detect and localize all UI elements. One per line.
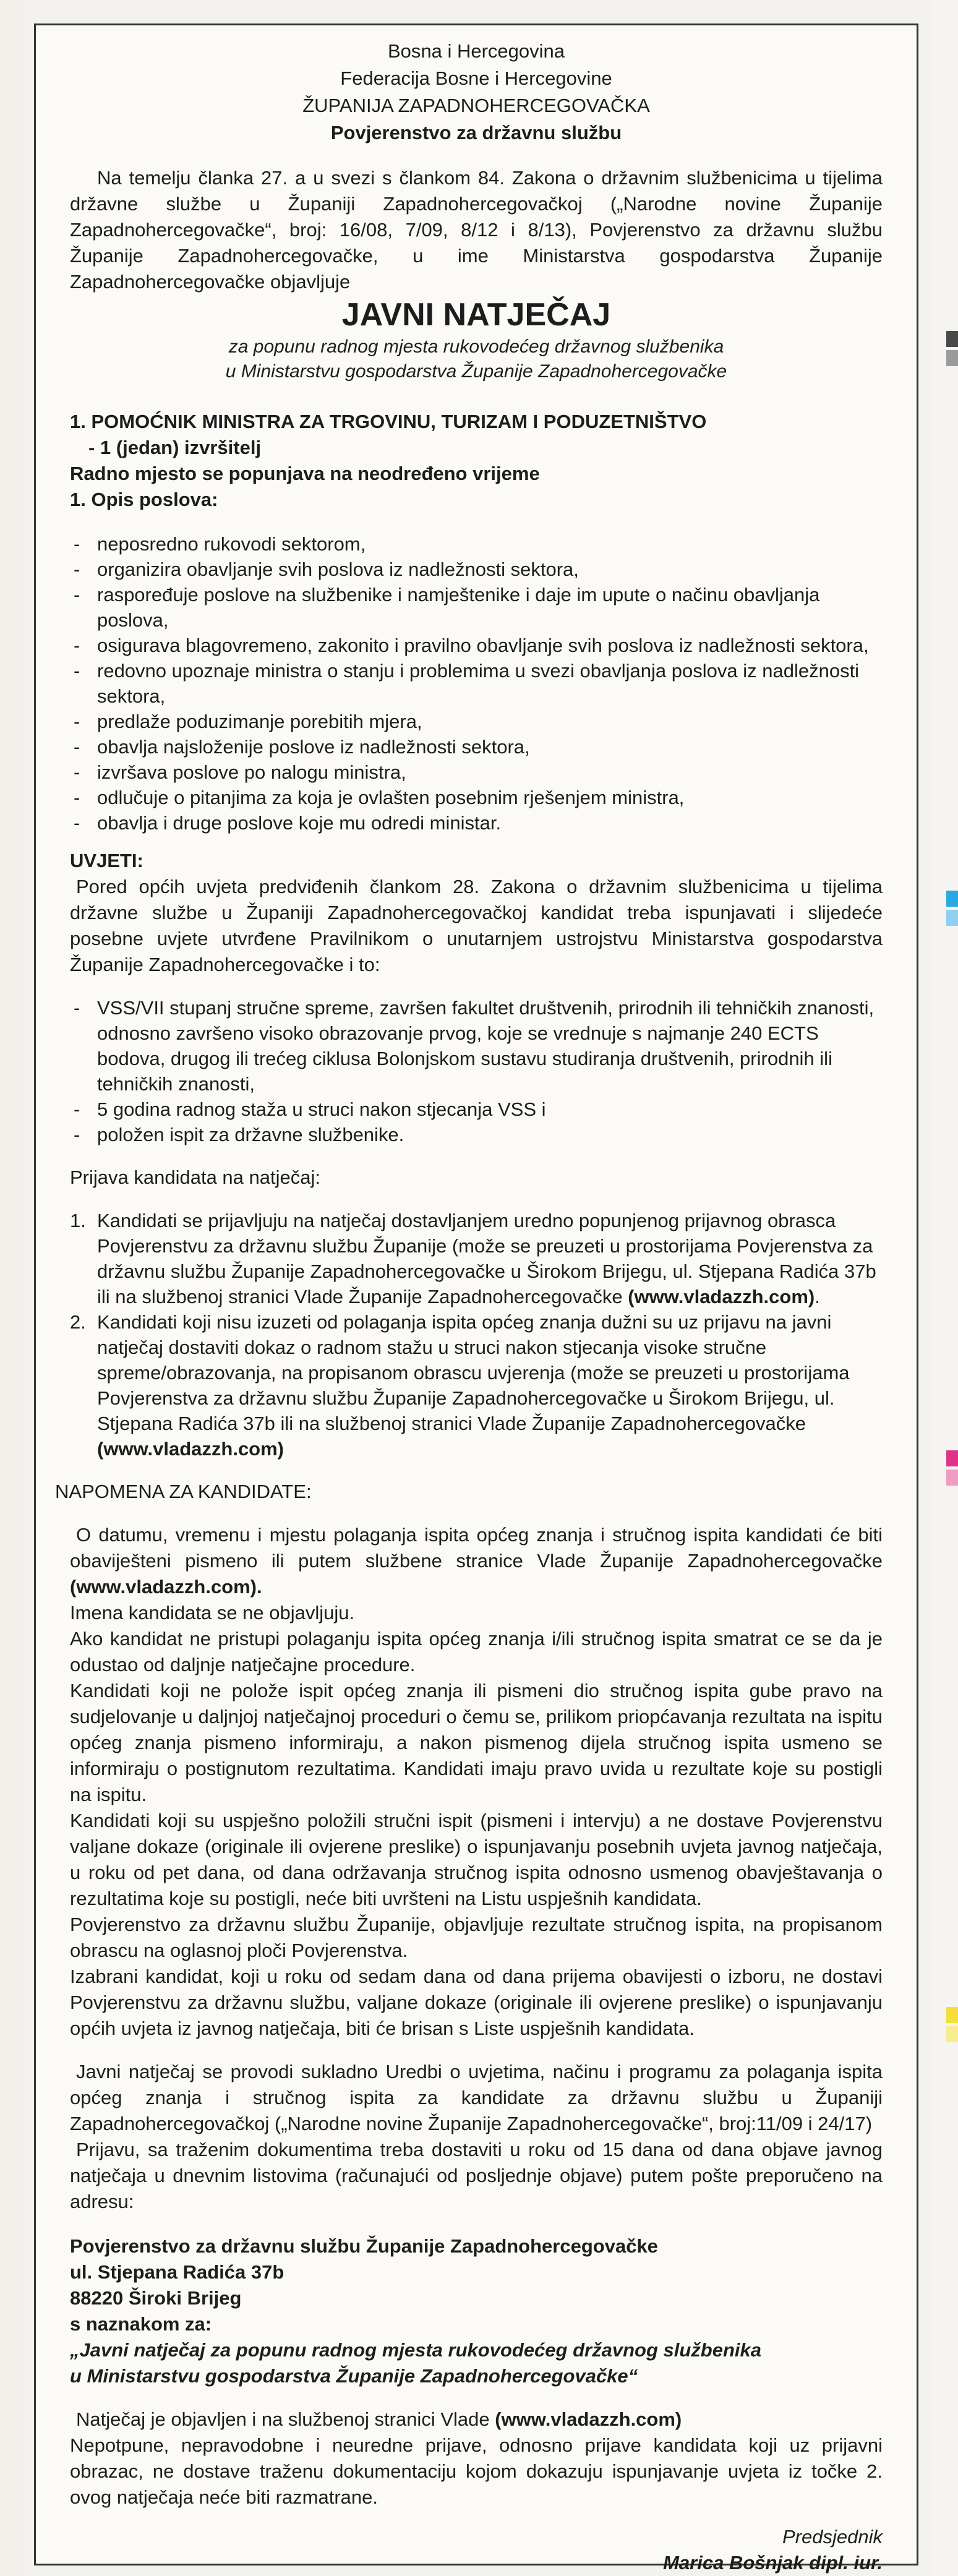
list-item: - 5 godina radnog staža u struci nakon stjecanja VSS i [70,1097,883,1122]
address-recipient: Povjerenstvo za državnu službu Županije Zapadnohercegovačke [70,2235,658,2257]
left-column-bleed [0,0,25,2576]
color-marker-dark [946,331,958,347]
conditions-intro: Pored općih uvjeta predviđenih člankom 28. Zakona o državnim službenicima u tijelima državne službe u Županiji Zapadnohercegovačkoj kandidat treba ispunjavati i slijedeće posebne uvjete utvrđene Pravilnikom o unutarnjem ustrojstvu Ministarstva gospodarstva Županije Zapadnohercegovačke i to: [70,876,883,975]
list-item: - osigurava blagovremeno, zakonito i pravilno obavljanje svih poslova iz nadležnosti sektora, [70,633,883,658]
website-link[interactable]: (www.vladazzh.com) [628,1286,815,1307]
website-link[interactable]: (www.vladazzh.com) [97,1438,284,1460]
item-text: Kandidati se prijavljuju na natječaj dostavljanjem uredno popunjenog prijavnog obrasca Povjerenstvu za državnu službu Županije (može se preuzeti u prostorijama Povjerenstva za državnu službu Županije Zapadnohercegovačke u Širokom Brijegu, ul. Stjepana Radića 37b ili na službenoj stranici Vlade Županije Zapadnohercegovačke [97,1210,876,1307]
note-heading: NAPOMENA ZA KANDIDATE: [55,1481,312,1502]
notice-header [70,38,883,147]
duties-heading: 1. Opis poslova: [70,489,218,510]
color-marker-magenta [946,1450,958,1466]
signature-name: Marica Bošnjak dipl. iur. [663,2552,883,2574]
duties-list [70,531,883,836]
submission-paragraph: Prijavu, sa traženim dokumentima treba dostaviti u roku od 15 dana od dana objave javnog natječaja u dnevnim listovima (računajući od posljednje objave) putem pošte preporučeno na adresu: [70,2139,883,2212]
notice-title: JAVNI NATJEČAJ [341,297,611,333]
list-item: - redovno upoznaje ministra o stanju i problemima u svezi obavljanja poslova iz nadležnosti sektora, [70,658,883,709]
note-paragraph: Kandidati koji su uspješno položili stručni ispit (pismeni i intervju) a ne dostave Povjerenstvu valjane dokaze (originale ili ovjerene preslike) o ispunjavanju posebnih uvjeta javnog natječaja, u roku od pet dana, od dana održavanja stručnog ispita odnosno usmenog obavještavanja o rezultatima koje su postigli, neće biti uvršteni na Listu uspješnih kandidata. [70,1810,883,1909]
conditions-heading: UVJETI: [70,850,143,871]
list-item: - položen ispit za državne službenike. [70,1122,883,1147]
address-subject-1: „Javni natječaj za popunu radnog mjesta rukovodećeg državnog službenika [70,2339,761,2361]
color-marker-lightyellow [946,2026,958,2042]
list-item: - neposredno rukovodi sektorom, [70,531,883,557]
color-marker-pink [946,1470,958,1486]
mailing-address [70,2233,883,2389]
closing-text: Natječaj je objavljen i na službenoj stranici Vlade [76,2408,490,2430]
list-item: - predlaže poduzimanje porebitih mjera, [70,709,883,734]
website-link[interactable]: (www.vladazzh.com). [70,1576,262,1598]
note-paragraph: Imena kandidata se ne objavljuju. [70,1602,355,1624]
notice-subtitle-1: za popunu radnog mjesta rukovodećeg državnog službenika [228,336,724,357]
list-item [70,1208,883,1309]
header-country: Bosna i Hercegovina [387,40,565,62]
closing-website-note [70,2407,883,2433]
list-item: - raspoređuje poslove na službenike i namještenike i daje im upute o načinu obavljanja poslova, [70,582,883,633]
intro-paragraph: Na temelju članka 27. a u svezi s člankom 84. Zakona o državnim službenicima u tijelima državne službe u Županiji Zapadnohercegovačkoj („Narodne novine Županije Zapadnohercegovačke“, broj: 16/08, 7/09, 8/12 i 8/13), Povjerenstvo za državnu službu Županije Zapadnohercegovačke, u ime Ministarstva gospodarstva Županije Zapadnohercegovačke objavljuje [70,167,883,293]
right-column-bleed [931,0,958,2576]
address-subject-2: u Ministarstvu gospodarstva Županije Zapadnohercegovačke“ [70,2365,638,2387]
website-link[interactable]: (www.vladazzh.com) [495,2408,682,2430]
list-item: - odlučuje o pitanjima za koja je ovlašten posebnim rješenjem ministra, [70,785,883,810]
color-marker-grey [946,350,958,366]
item-number: 2. [70,1311,86,1333]
color-marker-cyan [946,891,958,907]
position-title: 1. POMOĆNIK MINISTRA ZA TRGOVINU, TURIZAM I PODUZETNIŠTVO [70,411,707,432]
address-street: ul. Stjepana Radića 37b [70,2261,284,2283]
note-paragraph: Povjerenstvo za državnu službu Županije, objavljuje rezultate stručnog ispita, na propisanom obrascu na oglasnoj ploči Povjerenstva. [70,1914,883,1961]
rules-paragraph: Javni natječaj se provodi sukladno Uredbi o uvjetima, načinu i programu za polaganja ispita općeg znanja i stručnog ispita za kandidate za državnu službu u Županiji Zapadnohercegovačkoj („Narodne novine Županije Zapadnohercegovačke“, broj:11/09 i 24/17) [70,2061,883,2134]
signature-role: Predsjednik [782,2526,883,2548]
note-exam-text: O datumu, vremenu i mjestu polaganja ispita općeg znanja i stručnog ispita kandidati će biti obaviješteni pismeno ili putem službene stranice Vlade Županije Zapadnohercegovačke [70,1524,883,1572]
list-item: - organizira obavljanje svih poslova iz nadležnosti sektora, [70,557,883,582]
position-count: - 1 (jedan) izvršitelj [88,437,262,458]
application-list [70,1208,883,1461]
item-text: Kandidati koji nisu izuzeti od polaganja ispita općeg znanja dužni su uz prijavu na javni natječaj dostaviti dokaz o radnom stažu u struci nakon stjecanja visoke stručne spreme/obrazovanja, na propisanom obrascu uvjerenja (može se preuzeti u prostorijama Povjerenstva za državnu službu Županije Zapadnohercegovačke u Širokom Brijegu, ul. Stjepana Radića 37b ili na službenoj stranici Vlade Županije Zapadnohercegovačke [97,1311,850,1434]
note-paragraph: Ako kandidat ne pristupi polaganju ispita općeg znanja i/ili stručnog ispita smatrat ce se da je odustao od daljnje natječajne procedure. [70,1628,883,1675]
position-duration: Radno mjesto se popunjava na neodređeno vrijeme [70,463,540,484]
list-item: - izvršava poslove po nalogu ministra, [70,760,883,785]
closing-rejection-note: Nepotpune, nepravodobne i neuredne prijave, odnosno prijave kandidata koji uz prijavni obrazac, ne dostave traženu dokumentaciju kojom dokazuju ispunjavanje uvjeta iz točke 2. ovog natječaja neće biti razmatrane. [70,2434,883,2508]
note-paragraph: Izabrani kandidat, koji u roku od sedam dana od dana prijema obavijesti o izboru, ne dostavi Povjerenstvu za državnu službu, valjane dokaze (originale ili ovjerene preslike) o ispunjavanju općih uvjeta iz javnog natječaja, biti će brisan s Liste uspješnih kandidata. [70,1966,883,2039]
color-marker-yellow [946,2007,958,2023]
list-item: - obavlja najsloženije poslove iz nadležnosti sektora, [70,734,883,760]
conditions-list [70,995,883,1147]
item-tail: . [815,1286,820,1307]
notice-subtitle-2: u Ministarstvu gospodarstva Županije Zapadnohercegovačke [225,361,727,382]
header-federation: Federacija Bosne i Hercegovine [340,67,612,89]
address-label: s naznakom za: [70,2313,212,2335]
item-number: 1. [70,1210,86,1231]
signature-block [70,2524,883,2576]
address-city: 88220 Široki Brijeg [70,2287,242,2309]
header-commission: Povjerenstvo za državnu službu [330,122,622,143]
note-paragraph: Kandidati koji ne polože ispit općeg znanja ili pismeni dio stručnog ispita gube pravo na sudjelovanje u daljnjoj natječajnoj proceduri o čemu se, prilikom priopćavanja rezultata na ispitu općeg znanja pismeno informiraju, a nakon pismenog dijela stručnog ispita usmeno se informiraju o postignutom rezultatima. Kandidati imaju pravo uvida u rezultate koje su postigli na ispitu. [70,1680,883,1805]
job-notice [34,24,918,2574]
list-item: - VSS/VII stupanj stručne spreme, završen fakultet društvenih, prirodnih ili tehničkih znanosti, odnosno završeno visoko obrazovanje prvog, koje se vrednuje s najmanje 240 ECTS bodova, drugog ili trećeg ciklusa Bolonjskom sustavu studiranja društvenih, prirodnih ili tehničkih znanosti, [70,995,883,1097]
application-heading: Prijava kandidata na natječaj: [70,1166,320,1188]
header-canton: ŽUPANIJA ZAPADNOHERCEGOVAČKA [302,95,650,116]
list-item [70,1309,883,1461]
note-exam-info [70,1522,883,1600]
list-item: - obavlja i druge poslove koje mu odredi ministar. [70,810,883,836]
color-marker-lightcyan [946,910,958,926]
